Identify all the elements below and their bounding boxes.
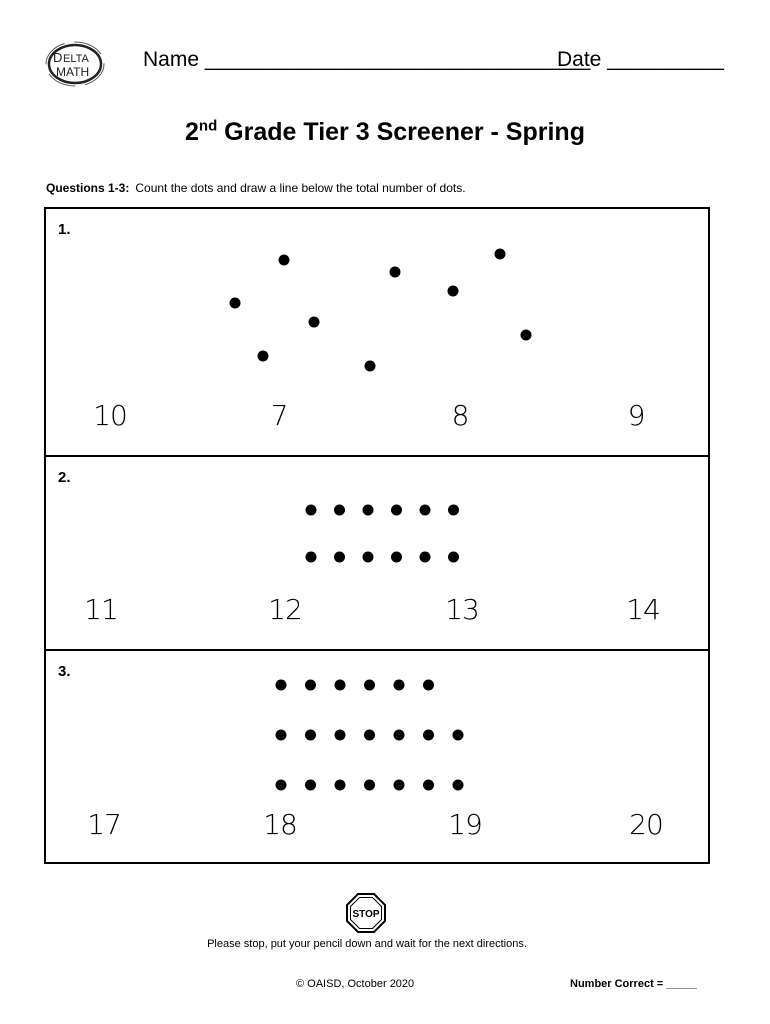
- dot: [334, 505, 345, 516]
- dot: [363, 552, 374, 563]
- dot: [453, 780, 464, 791]
- dot: [364, 780, 375, 791]
- page-title: 2nd Grade Tier 3 Screener - Spring: [185, 117, 585, 146]
- dot: [365, 361, 376, 372]
- answer-choice[interactable]: 10: [93, 399, 127, 432]
- dot: [423, 680, 434, 691]
- answer-choice[interactable]: 14: [626, 593, 660, 626]
- dot: [276, 780, 287, 791]
- dot: [364, 680, 375, 691]
- question-2-dots: [46, 457, 708, 649]
- dot: [276, 680, 287, 691]
- question-number: 2.: [58, 469, 71, 486]
- dot: [521, 330, 532, 341]
- dot: [391, 552, 402, 563]
- dot: [305, 680, 316, 691]
- dot: [394, 780, 405, 791]
- dot: [391, 505, 402, 516]
- delta-math-logo: [44, 40, 106, 88]
- dot: [334, 552, 345, 563]
- dot: [335, 780, 346, 791]
- dot: [364, 730, 375, 741]
- dot: [394, 680, 405, 691]
- instructions-label: Questions 1-3:: [46, 181, 130, 195]
- question-2-box: [44, 455, 710, 651]
- answer-choice[interactable]: 7: [270, 399, 288, 432]
- dot: [420, 552, 431, 563]
- stop-instructions: Please stop, put your pencil down and wait for the next directions.: [207, 938, 527, 950]
- copyright: © OAISD, October 2020: [296, 978, 415, 990]
- answer-choice[interactable]: 13: [445, 593, 479, 626]
- dot: [306, 552, 317, 563]
- dot: [394, 730, 405, 741]
- question-1-dots: [46, 209, 708, 455]
- question-1-box: [44, 207, 710, 457]
- dot: [230, 298, 241, 309]
- dot: [420, 505, 431, 516]
- dot: [309, 317, 320, 328]
- dot: [423, 730, 434, 741]
- instructions: [46, 181, 466, 195]
- question-3-box: [44, 649, 710, 864]
- number-correct-field[interactable]: Number Correct = _____: [570, 978, 697, 990]
- dot: [306, 505, 317, 516]
- dot: [335, 730, 346, 741]
- name-field[interactable]: Name _________________________________: [143, 48, 591, 71]
- dot: [335, 680, 346, 691]
- dot: [448, 505, 459, 516]
- dot: [453, 730, 464, 741]
- dot: [305, 780, 316, 791]
- svg-text:MATH: MATH: [56, 65, 90, 79]
- dot: [390, 267, 401, 278]
- answer-choice[interactable]: 11: [84, 593, 118, 626]
- dot: [448, 286, 459, 297]
- dot: [276, 730, 287, 741]
- question-number: 1.: [58, 221, 71, 238]
- date-field[interactable]: Date __________: [557, 48, 724, 71]
- question-number: 3.: [58, 663, 71, 680]
- dot: [258, 351, 269, 362]
- dot: [495, 249, 506, 260]
- stop-sign-icon: [345, 892, 387, 934]
- stop-sign-text: STOP: [352, 909, 380, 920]
- answer-choice[interactable]: 8: [451, 399, 469, 432]
- answer-choice[interactable]: 9: [627, 399, 645, 432]
- answer-choice[interactable]: 20: [629, 808, 663, 841]
- answer-choice[interactable]: 18: [263, 808, 297, 841]
- instructions-text: Count the dots and draw a line below the total number of dots.: [135, 181, 466, 195]
- answer-choice[interactable]: 19: [448, 808, 482, 841]
- svg-text:D: D: [53, 50, 63, 65]
- svg-text:ELTA: ELTA: [63, 53, 89, 65]
- dot: [448, 552, 459, 563]
- dot: [305, 730, 316, 741]
- dot: [423, 780, 434, 791]
- answer-choice[interactable]: 12: [268, 593, 302, 626]
- dot: [279, 255, 290, 266]
- answer-choice[interactable]: 17: [87, 808, 121, 841]
- dot: [363, 505, 374, 516]
- question-3-dots: [46, 651, 708, 862]
